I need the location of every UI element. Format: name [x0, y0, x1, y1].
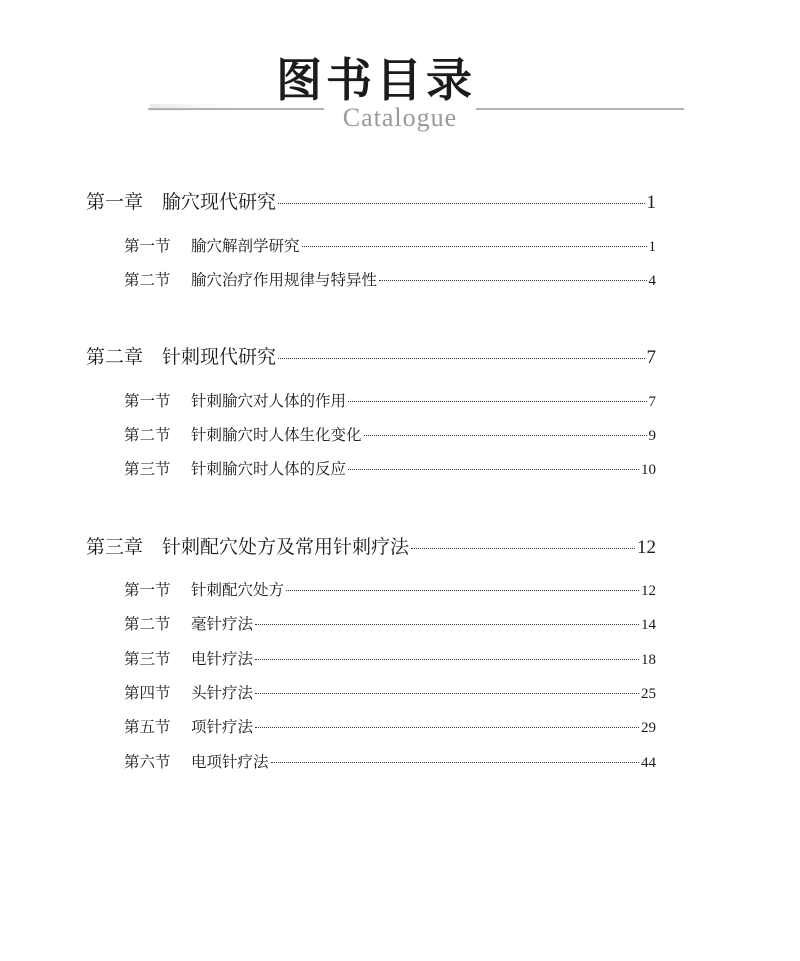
dot-leader — [278, 203, 644, 204]
section-number: 第一节 — [124, 237, 171, 255]
section-number: 第二节 — [124, 426, 171, 444]
dot-leader — [255, 624, 639, 625]
section-number: 第三节 — [124, 650, 171, 668]
toc-section-2-1[interactable] — [124, 389, 656, 411]
chapter-title: 针刺配穴处方及常用针刺疗法 — [162, 536, 410, 558]
section-title: 针刺腧穴对人体的作用 — [191, 392, 347, 410]
section-title: 腧穴治疗作用规律与特异性 — [191, 271, 378, 289]
page-number: 1 — [648, 239, 656, 255]
section-title: 项针疗法 — [191, 718, 254, 736]
page-number: 1 — [646, 192, 656, 213]
chapter-number: 第二章 — [86, 346, 144, 368]
toc-section-3-5[interactable] — [124, 715, 656, 737]
chapter-number: 第一章 — [86, 191, 144, 213]
chapter-title: 腧穴现代研究 — [162, 191, 277, 213]
toc-section-1-2[interactable] — [124, 268, 656, 290]
section-title: 电项针疗法 — [191, 753, 269, 771]
toc-section-2-3[interactable] — [124, 457, 656, 479]
catalogue-header — [0, 0, 800, 150]
page-subtitle: Catalogue — [342, 103, 458, 132]
dot-leader — [278, 358, 644, 359]
page-number: 18 — [641, 652, 656, 668]
toc-section-3-1[interactable] — [124, 578, 656, 600]
section-number: 第一节 — [124, 392, 171, 410]
dot-leader — [348, 401, 646, 402]
section-title: 针刺腧穴时人体的反应 — [191, 460, 347, 478]
chapter-title: 针刺现代研究 — [162, 346, 277, 368]
section-number: 第二节 — [124, 615, 171, 633]
section-number: 第一节 — [124, 581, 171, 599]
dot-leader — [255, 693, 639, 694]
page-number: 12 — [637, 537, 656, 558]
page-number: 29 — [641, 720, 656, 736]
page-number: 7 — [646, 347, 656, 368]
section-title: 腧穴解剖学研究 — [191, 237, 300, 255]
dot-leader — [411, 548, 635, 549]
section-number: 第六节 — [124, 753, 171, 771]
section-number: 第二节 — [124, 271, 171, 289]
section-number: 第四节 — [124, 684, 171, 702]
section-title: 电针疗法 — [191, 650, 254, 668]
dot-leader — [379, 280, 646, 281]
chapter-number: 第三章 — [86, 536, 144, 558]
toc-section-1-1[interactable] — [124, 234, 656, 256]
dot-leader — [271, 762, 639, 763]
section-title: 毫针疗法 — [191, 615, 254, 633]
page-number: 44 — [641, 755, 656, 771]
section-title: 针刺腧穴时人体生化变化 — [191, 426, 362, 444]
dot-leader — [255, 727, 639, 728]
dot-leader — [255, 659, 639, 660]
dot-leader — [348, 469, 639, 470]
toc-chapter-2[interactable] — [86, 342, 656, 369]
page-number: 9 — [648, 428, 656, 444]
toc-section-2-2[interactable] — [124, 423, 656, 445]
toc-chapter-1[interactable] — [86, 187, 656, 214]
toc-section-3-4[interactable] — [124, 681, 656, 703]
page-number: 12 — [641, 583, 656, 599]
page-title: 图书目录 — [276, 53, 476, 107]
page-number: 7 — [648, 394, 656, 410]
section-title: 头针疗法 — [191, 684, 254, 702]
section-title: 针刺配穴处方 — [191, 581, 285, 599]
section-number: 第五节 — [124, 718, 171, 736]
page-number: 10 — [641, 462, 656, 478]
page-number: 25 — [641, 686, 656, 702]
page-number: 4 — [648, 273, 656, 289]
section-number: 第三节 — [124, 460, 171, 478]
page-number: 14 — [641, 617, 656, 633]
toc-chapter-3[interactable] — [86, 532, 656, 559]
dot-leader — [286, 590, 639, 591]
toc-section-3-2[interactable] — [124, 612, 656, 634]
toc-section-3-6[interactable] — [124, 750, 656, 772]
toc-section-3-3[interactable] — [124, 647, 656, 669]
dot-leader — [302, 246, 647, 247]
dot-leader — [364, 435, 647, 436]
